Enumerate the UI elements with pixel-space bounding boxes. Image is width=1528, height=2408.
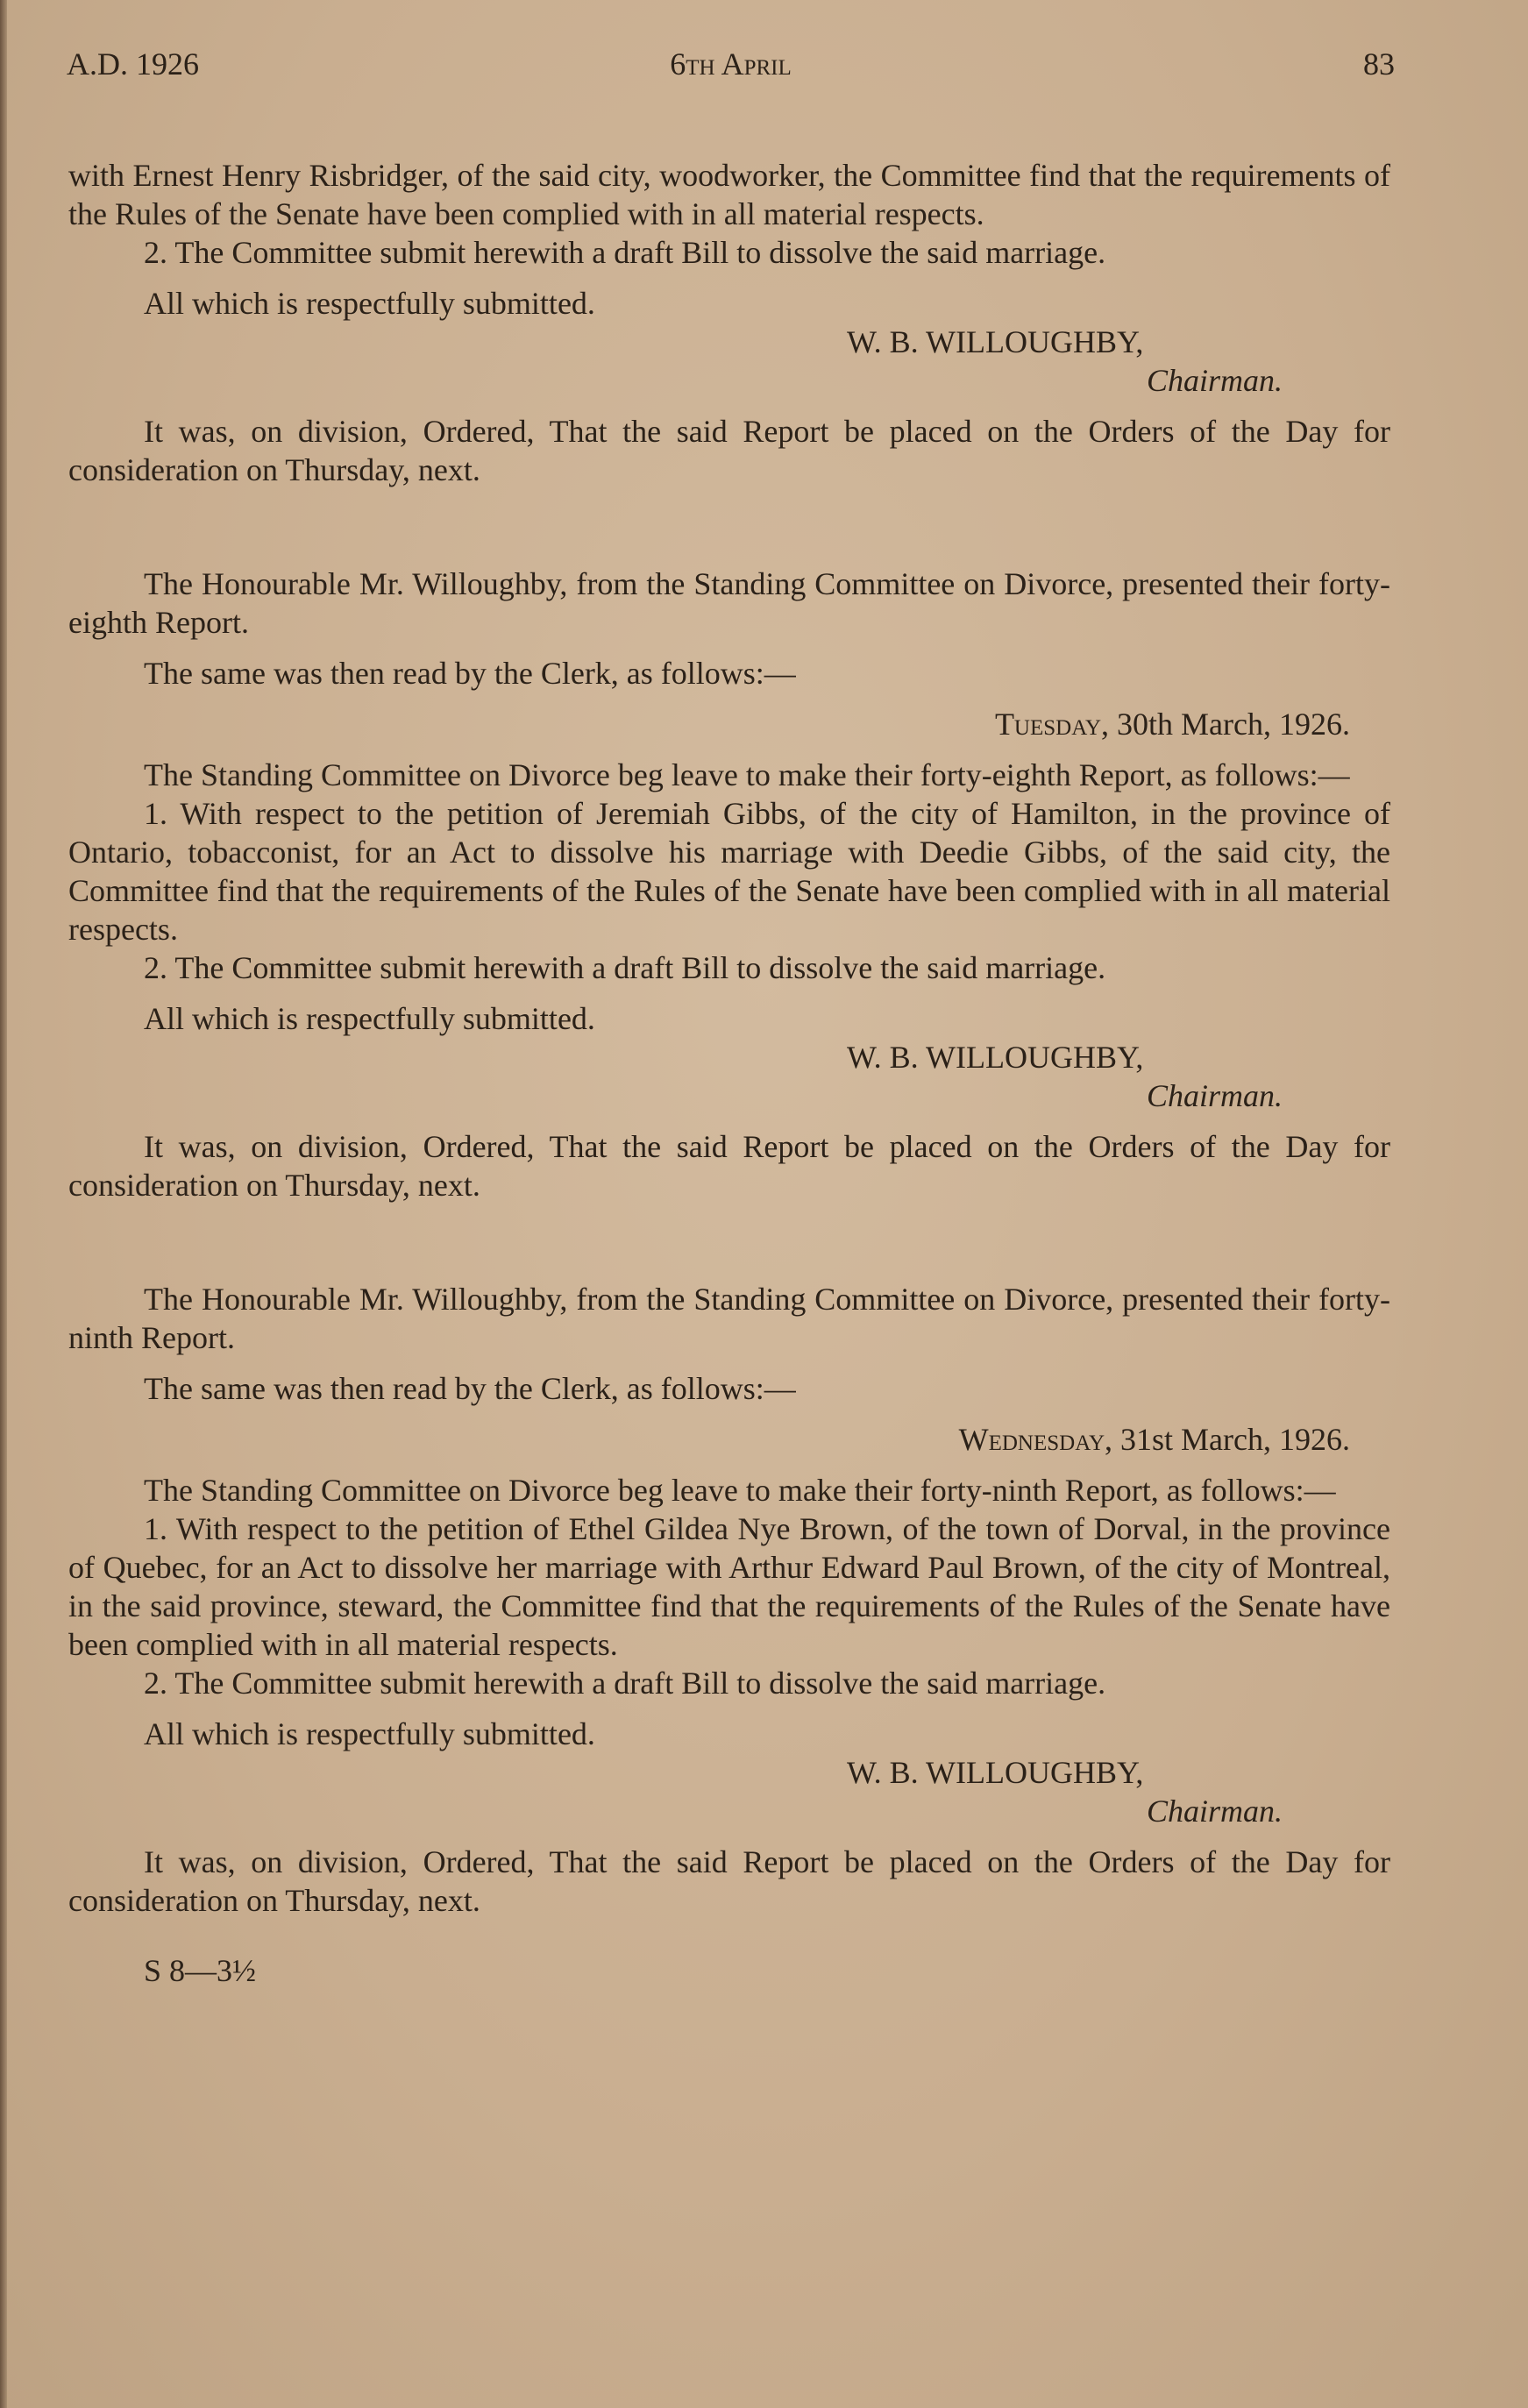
s2-order: It was, on division, Ordered, That the said Report be placed on the Orders of the Day for consideration on Thursday, next. bbox=[68, 1129, 1390, 1203]
s2-point2: 2. The Committee submit herewith a draft Bill to dissolve the said marriage. bbox=[144, 950, 1106, 985]
s2-report-date bbox=[68, 705, 1390, 743]
s3-closing: All which is respectfully submitted. bbox=[144, 1716, 595, 1751]
s1-order: It was, on division, Ordered, That the said Report be placed on the Orders of the Day for consideration on Thursday, next. bbox=[68, 414, 1390, 487]
s3-signatory: W. B. WILLOUGHBY, bbox=[847, 1755, 1144, 1790]
s2-closing: All which is respectfully submitted. bbox=[144, 1001, 595, 1036]
page-binding-edge bbox=[0, 0, 7, 2408]
page-number: 83 bbox=[1363, 46, 1395, 82]
s3-day: Wednesday, bbox=[958, 1422, 1113, 1457]
s1-continuation: with Ernest Henry Risbridger, of the said city, woodworker, the Committee find that the requirements of the Rules of the Senate have been complied with in all material respects. bbox=[68, 158, 1390, 231]
s3-point1: 1. With respect to the petition of Ethel Gildea Nye Brown, of the town of Dorval, in the province of Quebec, for an Act to dissolve her marriage with Arthur Edward Paul Brown, of the city of Montreal, in the said province, steward, the Committee find that the requirements of the Rules of the Senate have been complied with in all material respects. bbox=[68, 1511, 1390, 1662]
s2-date-rest: 30th March, 1926. bbox=[1109, 707, 1350, 742]
s3-report-intro: The Standing Committee on Divorce beg leave to make their forty-ninth Report, as follows:— bbox=[144, 1473, 1336, 1508]
s3-point2: 2. The Committee submit herewith a draft Bill to dissolve the said marriage. bbox=[144, 1666, 1106, 1701]
s1-signatory: W. B. WILLOUGHBY, bbox=[847, 324, 1144, 359]
s2-report-intro: The Standing Committee on Divorce beg leave to make their forty-eighth Report, as follows:— bbox=[144, 757, 1350, 792]
signature-mark: S 8—3½ bbox=[144, 1953, 257, 1988]
s2-intro: The Honourable Mr. Willoughby, from the Standing Committee on Divorce, presented their forty-eighth Report. bbox=[68, 566, 1390, 640]
s1-role: Chairman. bbox=[1147, 363, 1283, 398]
s2-role: Chairman. bbox=[1147, 1078, 1283, 1113]
document-body bbox=[68, 156, 1390, 1990]
s3-role: Chairman. bbox=[1147, 1794, 1283, 1829]
running-header bbox=[67, 46, 1395, 89]
s3-order: It was, on division, Ordered, That the said Report be placed on the Orders of the Day for consideration on Thursday, next. bbox=[68, 1844, 1390, 1918]
s2-read: The same was then read by the Clerk, as follows:— bbox=[144, 656, 796, 691]
s2-signatory: W. B. WILLOUGHBY, bbox=[847, 1040, 1144, 1075]
s2-day: Tuesday, bbox=[994, 707, 1110, 742]
s3-intro: The Honourable Mr. Willoughby, from the Standing Committee on Divorce, presented their forty-ninth Report. bbox=[68, 1282, 1390, 1355]
header-date: 6th April bbox=[670, 46, 792, 82]
s3-date-rest: 31st March, 1926. bbox=[1112, 1422, 1350, 1457]
s2-point1: 1. With respect to the petition of Jeremiah Gibbs, of the city of Hamilton, in the province of Ontario, tobacconist, for an Act to dissolve his marriage with Deedie Gibbs, of the said city, the Committee find that the requirements of the Rules of the Senate have been complied with in all material respects. bbox=[68, 796, 1390, 947]
s3-report-date bbox=[68, 1420, 1390, 1459]
s3-read: The same was then read by the Clerk, as follows:— bbox=[144, 1371, 796, 1406]
s1-point2: 2. The Committee submit herewith a draft Bill to dissolve the said marriage. bbox=[144, 235, 1106, 270]
header-year: A.D. 1926 bbox=[67, 46, 199, 82]
s1-closing: All which is respectfully submitted. bbox=[144, 286, 595, 321]
